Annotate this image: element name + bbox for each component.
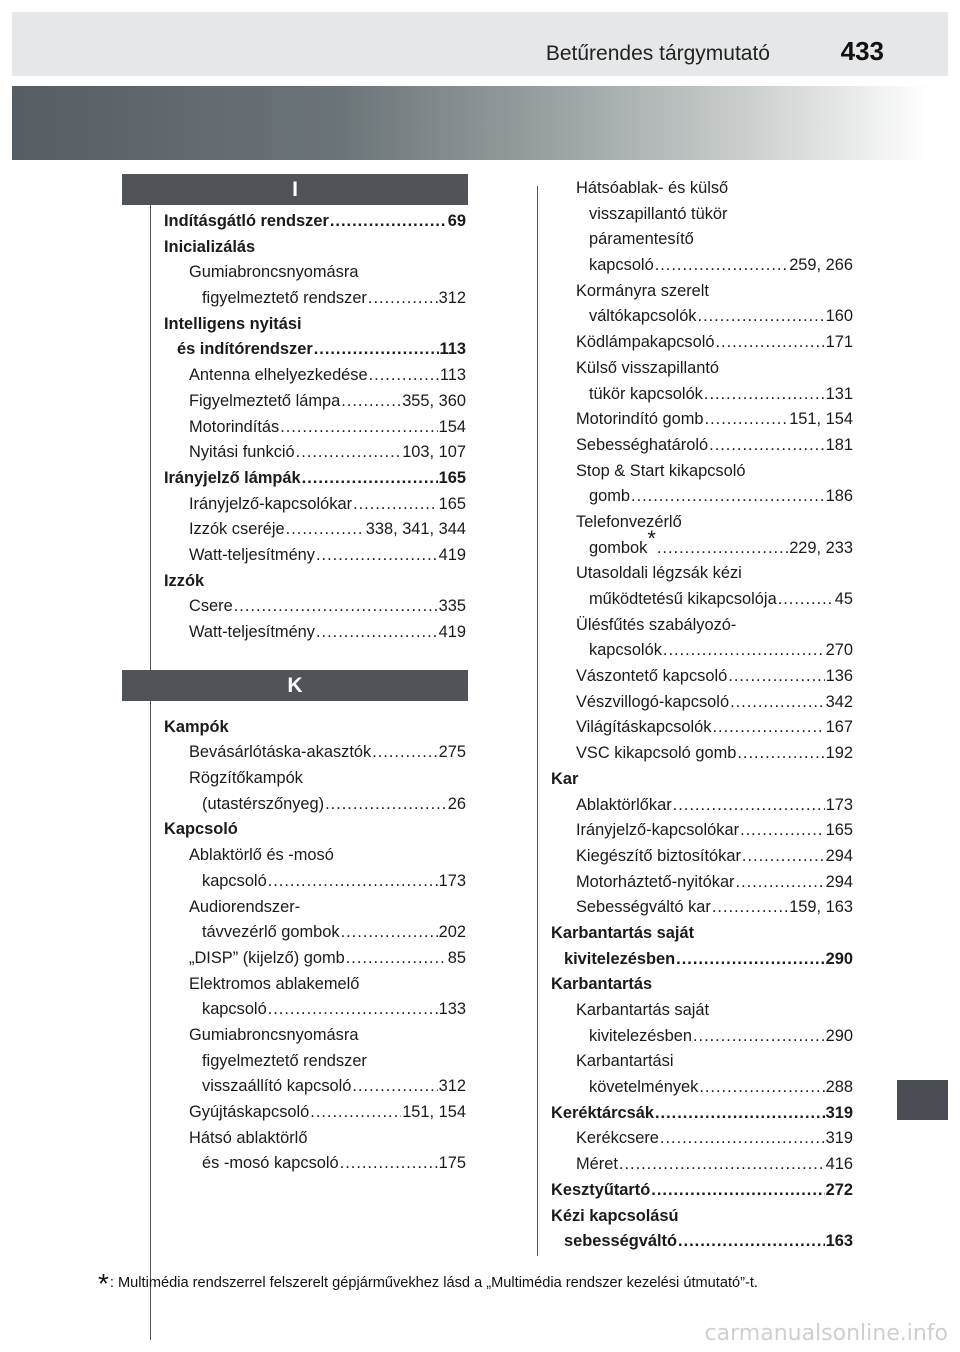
- index-term: Karbantartás saját: [551, 923, 695, 942]
- index-term: Ablaktörlő és -mosó: [189, 846, 334, 865]
- dot-leader: [330, 209, 447, 235]
- footnote-marker: *: [98, 1268, 109, 1299]
- page-reference: 133: [438, 1000, 466, 1019]
- dot-leader: [268, 997, 438, 1023]
- page-reference: 259, 266: [789, 256, 853, 275]
- page-reference: 342: [825, 692, 853, 711]
- page-reference: 154: [438, 417, 466, 436]
- page-reference: 319: [825, 1129, 853, 1148]
- section-header-i: I: [122, 174, 468, 205]
- page-reference: 45: [834, 590, 853, 608]
- dot-leader: [353, 492, 438, 518]
- header-banner: [12, 86, 948, 160]
- index-entry: [164, 569, 466, 595]
- index-entry: [551, 484, 853, 510]
- page-reference: 202: [438, 923, 466, 942]
- index-term: váltókapcsolók: [589, 307, 697, 326]
- index-entry: [551, 895, 853, 921]
- index-entry: [551, 1075, 853, 1101]
- dot-leader: [619, 1152, 825, 1178]
- index-entry: [551, 1178, 853, 1204]
- index-group-k: [164, 715, 466, 1177]
- index-term: Sebességváltó kar: [576, 898, 711, 917]
- dot-leader: [631, 484, 825, 510]
- index-term: Ülésfűtés szabályozó-: [576, 615, 737, 634]
- index-term: Karbantartás: [551, 975, 653, 994]
- page-reference: 26: [447, 794, 466, 813]
- page-reference: 338, 341, 344: [365, 520, 466, 539]
- dot-leader: [698, 304, 825, 330]
- dot-leader: [341, 389, 401, 415]
- index-entry: [551, 1204, 853, 1230]
- index-term: Watt-teljesítmény: [189, 545, 315, 564]
- dot-leader: [302, 466, 438, 492]
- index-entry: [164, 543, 466, 569]
- index-entry: [164, 1151, 466, 1177]
- page-reference: 335: [438, 597, 466, 616]
- index-term: Gyújtáskapcsoló: [189, 1103, 310, 1121]
- dot-leader: [712, 715, 824, 741]
- dot-leader: [316, 620, 438, 646]
- index-term: Sebességhatároló: [576, 435, 709, 454]
- index-term: páramentesítő: [589, 230, 694, 249]
- column-divider-left: [150, 175, 151, 1340]
- index-entry: [551, 921, 853, 947]
- index-entry: [551, 176, 853, 202]
- index-term: és indítórendszer: [177, 340, 313, 359]
- index-entry: [551, 1049, 853, 1075]
- dot-leader: [709, 433, 825, 459]
- page-reference: 272: [825, 1180, 853, 1199]
- index-entry: [164, 920, 466, 946]
- index-term: Gumiabroncsnyomásra: [189, 1025, 359, 1044]
- dot-leader: [737, 741, 824, 767]
- dot-leader: [678, 1229, 825, 1255]
- index-entry: [551, 561, 853, 587]
- index-term: Világításkapcsolók: [576, 718, 712, 737]
- index-term: Irányjelző-kapcsolókar: [576, 821, 740, 840]
- index-term: Stop & Start kikapcsoló: [576, 461, 746, 480]
- page-reference: 151, 154: [402, 1103, 466, 1121]
- section-header-k: K: [122, 670, 468, 701]
- index-term: Telefonvezérlő: [576, 512, 682, 531]
- index-term: Motorindítás: [189, 417, 280, 436]
- dot-leader: [372, 740, 437, 766]
- index-term: követelmények: [589, 1078, 699, 1097]
- dot-leader: [660, 1126, 825, 1152]
- index-entry: [164, 972, 466, 998]
- page-reference: 171: [825, 333, 853, 352]
- page-reference: 229, 233: [789, 538, 853, 557]
- index-entry: [164, 312, 466, 338]
- dot-leader: [673, 793, 825, 819]
- index-term: tükör kapcsolók: [589, 384, 703, 403]
- dot-leader: [280, 415, 437, 441]
- page-reference: 131: [825, 384, 853, 403]
- index-entry: [551, 793, 853, 819]
- index-entry: [164, 946, 466, 972]
- index-entry: [164, 1100, 466, 1126]
- dot-leader: [728, 664, 824, 690]
- section-gap: [164, 646, 466, 715]
- footnote: [98, 1262, 958, 1299]
- page-reference: 69: [447, 212, 466, 230]
- page-reference: 167: [825, 718, 853, 737]
- page-reference: 85: [447, 948, 466, 967]
- index-entry: [164, 869, 466, 895]
- index-term: visszaállító kapcsoló: [202, 1077, 352, 1096]
- index-term: VSC kikapcsoló gomb: [576, 744, 737, 763]
- index-entry: [551, 227, 853, 253]
- index-term: Irányjelző lámpák: [164, 468, 301, 487]
- index-entry: [164, 440, 466, 466]
- index-entry: [551, 330, 853, 356]
- page-reference: 160: [825, 307, 853, 326]
- index-term: kapcsoló: [202, 1000, 267, 1019]
- index-entry: [164, 766, 466, 792]
- index-term: figyelmeztető rendszer: [202, 1051, 367, 1070]
- column-divider-right: [537, 186, 538, 1256]
- page-reference: 181: [825, 435, 853, 454]
- page-reference: 355, 360: [402, 391, 466, 410]
- dot-leader: [676, 947, 824, 973]
- index-term: Gumiabroncsnyomásra: [189, 263, 359, 282]
- dot-leader: [742, 844, 825, 870]
- page-reference: 419: [438, 623, 466, 641]
- index-term: kivitelezésben: [589, 1026, 692, 1045]
- page-reference: 173: [825, 795, 853, 814]
- index-entry: [164, 492, 466, 518]
- index-term: Antenna elhelyezkedése: [189, 366, 368, 385]
- index-entry: [551, 202, 853, 228]
- dot-leader: [693, 1024, 825, 1050]
- dot-leader: [663, 638, 825, 664]
- dot-leader: [341, 920, 438, 946]
- dot-leader: [325, 792, 447, 818]
- dot-leader: [704, 382, 825, 408]
- dot-leader: [310, 1100, 401, 1126]
- header-strip: [12, 12, 948, 76]
- index-term: figyelmeztető rendszer: [202, 289, 367, 308]
- index-entry: [551, 459, 853, 485]
- page-reference: 192: [825, 744, 853, 763]
- index-term: Kormányra szerelt: [576, 281, 709, 300]
- dot-leader: [234, 594, 438, 620]
- index-entry: [164, 1126, 466, 1152]
- index-term: Kerékcsere: [576, 1129, 659, 1148]
- index-entry: [551, 613, 853, 639]
- index-term: gombok: [589, 538, 648, 557]
- dot-leader: [352, 1074, 437, 1100]
- dot-leader: [716, 330, 825, 356]
- index-term: Vászontető kapcsoló: [576, 667, 728, 686]
- index-term: Kar: [551, 769, 579, 788]
- page-reference: 288: [825, 1078, 853, 1097]
- dot-leader: [712, 895, 788, 921]
- page-reference: 103, 107: [402, 443, 466, 462]
- index-term: Motorindító gomb: [576, 410, 704, 429]
- index-term: működtetésű kikapcsolója: [589, 590, 777, 608]
- index-column-left: [164, 209, 466, 1177]
- index-term: Watt-teljesítmény: [189, 623, 315, 641]
- dot-leader: [699, 1075, 824, 1101]
- watermark: carmanualsonline.info: [704, 1321, 948, 1346]
- index-term: Motorháztető-nyitókar: [576, 872, 735, 891]
- dot-leader: [296, 440, 402, 466]
- dot-leader: [655, 253, 788, 279]
- index-entry: [551, 433, 853, 459]
- index-term: Kampók: [164, 717, 229, 736]
- index-entry: [551, 998, 853, 1024]
- index-term: Vészvillogó-kapcsoló: [576, 692, 730, 711]
- index-entry: [551, 715, 853, 741]
- index-term: Csere: [189, 597, 233, 616]
- page-reference: 165: [438, 468, 466, 487]
- dot-leader: [778, 587, 834, 613]
- index-entry: [164, 1049, 466, 1075]
- index-term: Audiorendszer-: [189, 897, 301, 916]
- index-term: Méret: [576, 1155, 618, 1174]
- page-reference: 270: [825, 641, 853, 660]
- index-term: távvezérlő gombok: [202, 923, 340, 942]
- index-entry: [551, 741, 853, 767]
- index-term: Rögzítőkampók: [189, 769, 303, 788]
- index-term: sebességváltó: [564, 1232, 677, 1251]
- index-entry: [164, 895, 466, 921]
- index-entry: [551, 972, 853, 998]
- page-reference: 275: [438, 743, 466, 762]
- dot-leader: [651, 1178, 824, 1204]
- index-entry: [164, 260, 466, 286]
- index-column-right: [551, 176, 853, 1255]
- index-entry: [164, 466, 466, 492]
- dot-leader: [314, 337, 439, 363]
- index-entry: [551, 844, 853, 870]
- index-entry: [164, 363, 466, 389]
- index-entry: [551, 253, 853, 279]
- index-entry: [551, 1152, 853, 1178]
- page-reference: 165: [438, 494, 466, 513]
- dot-leader: [346, 946, 447, 972]
- index-term: Izzók cseréje: [189, 520, 285, 539]
- index-entry: [551, 1024, 853, 1050]
- index-term: Indításgátló rendszer: [164, 212, 329, 230]
- index-term: gomb: [589, 487, 631, 506]
- index-entry: [164, 1074, 466, 1100]
- index-term: Kesztyűtartó: [551, 1180, 651, 1199]
- page-reference: 290: [825, 949, 853, 968]
- index-term: Intelligens nyitási: [164, 314, 302, 333]
- index-entry: [551, 690, 853, 716]
- index-term: visszapillantó tükör: [589, 204, 728, 223]
- index-term: Elektromos ablakemelő: [189, 974, 360, 993]
- dot-leader: [368, 286, 438, 312]
- page-reference: 136: [825, 667, 853, 686]
- page-reference: 290: [825, 1026, 853, 1045]
- index-entry: [164, 517, 466, 543]
- index-term: Bevásárlótáska-akasztók: [189, 743, 372, 762]
- index-entry: [164, 594, 466, 620]
- dot-leader: [740, 818, 825, 844]
- page-reference: 113: [439, 366, 466, 385]
- index-term: Inicializálás: [164, 237, 256, 256]
- index-entry: [164, 843, 466, 869]
- index-term: Hátsóablak- és külső: [576, 179, 729, 197]
- index-entry: [164, 715, 466, 741]
- index-entry: [164, 620, 466, 646]
- index-term: Ablaktörlőkar: [576, 795, 672, 814]
- page-reference: 319: [825, 1103, 853, 1122]
- index-term: (utastérszőnyeg): [202, 794, 325, 813]
- index-term: Utasoldali légzsák kézi: [576, 564, 742, 583]
- page-reference: 416: [825, 1155, 853, 1174]
- page-reference: 151, 154: [789, 410, 853, 429]
- page-reference: 419: [438, 545, 466, 564]
- index-entry: [164, 740, 466, 766]
- index-entry: [164, 286, 466, 312]
- index-entry: [551, 1101, 853, 1127]
- index-entry: [164, 337, 466, 363]
- index-entry: [551, 356, 853, 382]
- index-entry: [164, 209, 466, 235]
- index-entry: [164, 817, 466, 843]
- index-term: kapcsoló: [202, 871, 267, 890]
- page-reference: 163: [825, 1232, 853, 1251]
- index-term: kapcsoló: [589, 256, 654, 275]
- page-reference: 113: [439, 340, 466, 359]
- index-entry: [164, 235, 466, 261]
- index-entry: [551, 818, 853, 844]
- index-entry: [551, 870, 853, 896]
- chapter-side-tab: [897, 1080, 948, 1120]
- index-group-right: [551, 176, 853, 1255]
- index-entry: [164, 792, 466, 818]
- index-term: Nyitási funkció: [189, 443, 295, 462]
- index-term: Karbantartási: [576, 1052, 674, 1071]
- index-term: Keréktárcsák: [551, 1103, 654, 1122]
- dot-leader: [655, 1101, 825, 1127]
- footnote-text: : Multimédia rendszerrel felszerelt gépjárművekhez lásd a „Multimédia rendszer kezelési útmutató”-t.: [109, 1275, 758, 1291]
- index-group-i: [164, 209, 466, 646]
- page-reference: 312: [438, 1077, 466, 1096]
- index-term: Ködlámpakapcsoló: [576, 333, 715, 352]
- index-entry: gombok * ..... 229, 233: [551, 536, 853, 562]
- page-reference: 294: [825, 872, 853, 891]
- index-term: Karbantartás saját: [576, 1001, 710, 1019]
- index-entry: [551, 664, 853, 690]
- index-term: Külső visszapillantó: [576, 358, 720, 377]
- index-entry: [164, 1023, 466, 1049]
- index-term: Figyelmeztető lámpa: [189, 391, 341, 410]
- index-entry: [551, 304, 853, 330]
- index-term: Kézi kapcsolású: [551, 1206, 679, 1225]
- index-entry: [164, 415, 466, 441]
- dot-leader: [736, 870, 825, 896]
- index-term: Irányjelző-kapcsolókar: [189, 494, 353, 513]
- index-term: kivitelezésben: [564, 949, 676, 968]
- index-entry: [164, 997, 466, 1023]
- page-reference: 312: [438, 289, 466, 308]
- page-reference: 175: [438, 1154, 466, 1173]
- index-entry: [551, 279, 853, 305]
- index-entry: [551, 382, 853, 408]
- index-entry: [551, 767, 853, 793]
- index-term: Hátsó ablaktörlő: [189, 1128, 308, 1147]
- page-number: 433: [840, 36, 884, 66]
- index-entry: [551, 510, 853, 536]
- index-entry: [551, 638, 853, 664]
- dot-leader: [369, 363, 439, 389]
- dot-leader: [340, 1151, 438, 1177]
- index-term: Kiegészítő biztosítókar: [576, 846, 741, 865]
- index-term: Kapcsoló: [164, 820, 238, 839]
- running-title: Betűrendes tárgymutató: [545, 42, 770, 65]
- index-entry: [551, 947, 853, 973]
- page-reference: 159, 163: [789, 898, 853, 917]
- page-reference: 186: [825, 487, 853, 506]
- index-term: kapcsolók: [589, 641, 662, 660]
- page-reference: 294: [825, 846, 853, 865]
- index-entry: [164, 389, 466, 415]
- page-reference: 173: [438, 871, 466, 890]
- page-reference: 165: [825, 821, 853, 840]
- dot-leader: [268, 869, 438, 895]
- index-term: és -mosó kapcsoló: [202, 1154, 339, 1173]
- dot-leader: [705, 407, 789, 433]
- dot-leader: [657, 536, 788, 562]
- index-entry: [551, 407, 853, 433]
- index-entry: [551, 1126, 853, 1152]
- index-term: Izzók: [164, 571, 205, 590]
- index-term: „DISP” (kijelző) gomb: [189, 948, 345, 967]
- index-entry: [551, 587, 853, 613]
- dot-leader: [316, 543, 438, 569]
- dot-leader: [730, 690, 825, 716]
- dot-leader: [286, 517, 365, 543]
- index-entry: [551, 1229, 853, 1255]
